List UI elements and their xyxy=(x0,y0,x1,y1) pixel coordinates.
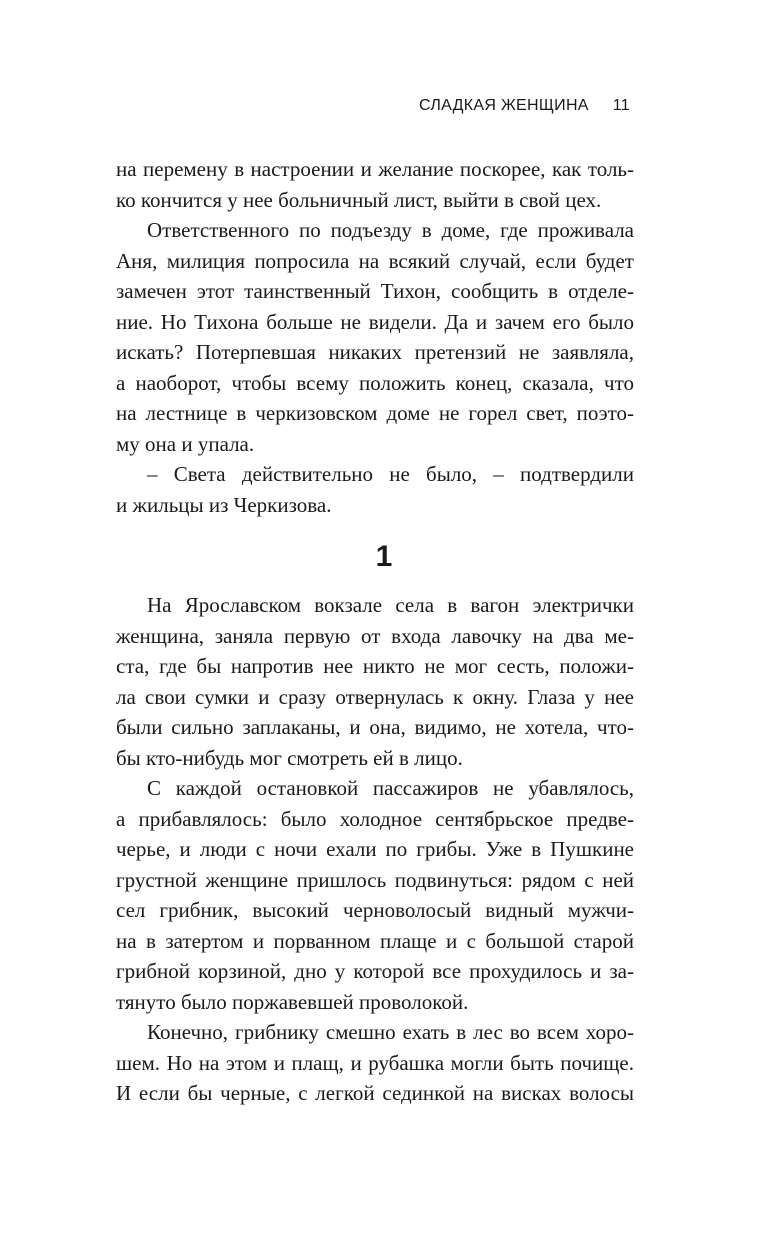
text-line: сел грибник, высокий черноволосый видный мужчи- xyxy=(116,898,634,922)
text-line: му она и упала. xyxy=(116,431,255,456)
text-line: ла свои сумки и сразу отвернулась к окну. Глаза у нее xyxy=(116,684,634,709)
text-block-bottom xyxy=(116,590,634,1109)
text-line: были сильно заплаканы, и она, видимо, не хотела, что- xyxy=(116,715,634,739)
text-line: бы кто-нибудь мог смотреть ей в лицо. xyxy=(116,745,463,770)
paragraph xyxy=(116,154,634,215)
text-line: а наоборот, чтобы всему положить конец, сказала, что xyxy=(116,370,634,395)
text-line: и жильцы из Черкизова. xyxy=(116,492,332,517)
text-line: – Света действительно не было, – подтвердили xyxy=(147,462,634,486)
text-line: С каждой остановкой пассажиров не убавлялось, xyxy=(147,776,634,800)
text-line: Конечно, грибнику смешно ехать в лес во всем хоро- xyxy=(147,1020,634,1044)
text-line: на перемену в настроении и желание поскорее, как толь- xyxy=(116,157,634,181)
page-number: 11 xyxy=(612,97,630,114)
text-line: шем. Но на этом и плащ, и рубашка могли быть почище. xyxy=(116,1050,634,1075)
text-block-top xyxy=(116,154,634,520)
text-line: На Ярославском вокзале села в вагон электрички xyxy=(147,593,634,617)
text-line: а прибавлялось: было холодное сентябрьское предве- xyxy=(116,806,634,831)
paragraph xyxy=(116,590,634,773)
text-line: ко кончится у нее больничный лист, выйти в свой цех. xyxy=(116,187,602,212)
paragraph xyxy=(116,459,634,520)
paragraph xyxy=(116,1017,634,1109)
text-line: И если бы черные, с легкой сединкой на висках волосы xyxy=(116,1081,634,1105)
text-line: черье, и люди с ночи ехали по грибы. Уже в Пушкине xyxy=(116,837,634,861)
text-line: искать? Потерпевшая никаких претензий не заявляла, xyxy=(116,340,634,364)
text-line: Аня, милиция попросила на всякий случай, если будет xyxy=(116,248,634,273)
text-line: на лестнице в черкизовском доме не горел свет, поэто- xyxy=(116,401,634,425)
text-line: ста, где бы напротив нее никто не мог сесть, положи- xyxy=(116,654,634,678)
running-title: СЛАДКАЯ ЖЕНЩИНА xyxy=(419,97,589,114)
paragraph xyxy=(116,215,634,459)
text-line: грибной корзиной, дно у которой все прохудилось и за- xyxy=(116,959,634,983)
text-line: тянуто было поржавевшей проволокой. xyxy=(116,989,469,1014)
text-line: ние. Но Тихона больше не видели. Да и зачем его было xyxy=(116,309,634,334)
text-line: Ответственного по подъезду в доме, где проживала xyxy=(147,218,634,242)
text-line: на в затертом и порванном плаще и с большой старой xyxy=(116,928,634,953)
text-line: замечен этот таинственный Тихон, сообщить в отделе- xyxy=(116,279,634,303)
chapter-number: 1 xyxy=(375,540,393,573)
text-line: женщина, заняла первую от входа лавочку на два ме- xyxy=(116,623,634,648)
paragraph xyxy=(116,773,634,1017)
text-line: грустной женщине пришлось подвинуться: рядом с ней xyxy=(116,867,634,892)
running-header xyxy=(419,97,630,115)
